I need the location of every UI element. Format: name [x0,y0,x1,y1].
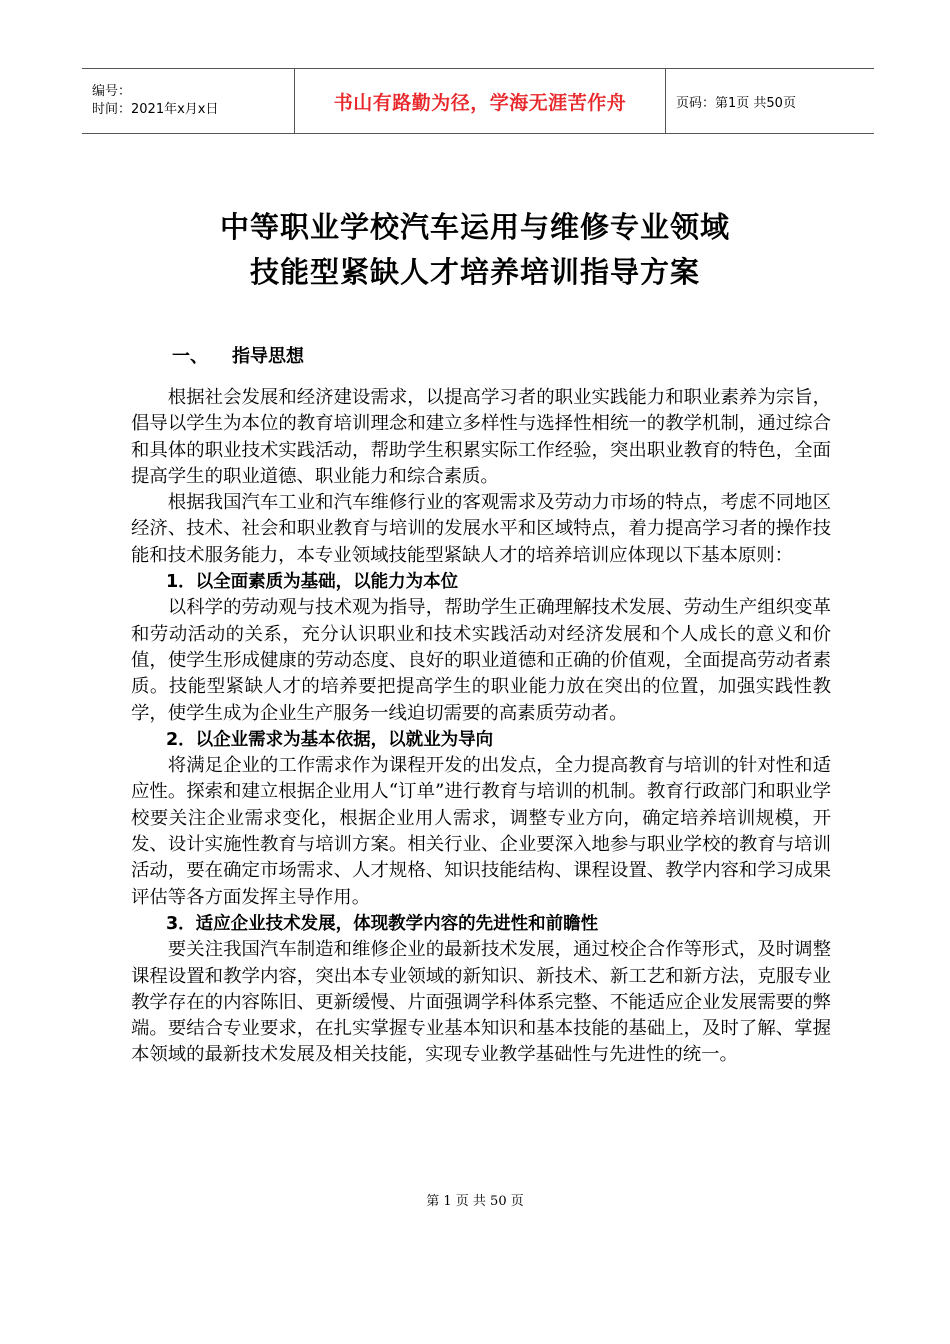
subheading: 3．适应企业技术发展，体现教学内容的先进性和前瞻性 [166,913,599,934]
document-title-line1: 中等职业学校汽车运用与维修专业领域 [219,210,730,244]
page-info: 页码：第1页 共50页 [676,95,796,111]
header-motto-cell [294,69,666,133]
time-label: 时间：2021年x月x日 [92,102,219,117]
section-number: 一、 [172,346,208,367]
subheading: 2．以企业需求为基本依据，以就业为导向 [166,729,494,750]
section-title: 指导思想 [232,346,304,367]
paragraph: 将满足企业的工作需求作为课程开发的出发点，全力提高教育与培训的针对性和适应性。探索和建立根据企业用人“订单”进行教育与培训的机制。教育行政部门和职业学校要关注企业需求变化，根据企业用人需求，调整专业方向，确定培养培训规模，开发、设计实施性教育与培训方案。相关行业、企业要深入地参与职业学校的教育与培训活动，要在确定市场需求、人才规格、知识技能结构、课程设置、教学内容和学习成果评估等各方面发挥主导作用。 [131,755,831,908]
paragraph: 根据我国汽车工业和汽车维修行业的客观需求及劳动力市场的特点，考虑不同地区经济、技术、社会和职业教育与培训的发展水平和区域特点，着力提高学习者的操作技能和技术服务能力，本专业领域技能型紧缺人才的培养培训应体现以下基本原则： [131,492,831,566]
paragraph: 根据社会发展和经济建设需求，以提高学习者的职业实践能力和职业素养为宗旨，倡导以学生为本位的教育培训理念和建立多样性与选择性相统一的教学机制，通过综合和具体的职业技术实践活动，帮助学生积累实际工作经验，突出职业教育的特色，全面提高学生的职业道德、职业能力和综合素质。 [131,387,831,487]
header-meta [82,69,294,133]
number-label: 编号： [92,84,132,99]
paragraph: 以科学的劳动观与技术观为指导，帮助学生正确理解技术发展、劳动生产组织变革和劳动活动的关系，充分认识职业和技术实践活动对经济发展和个人成长的意义和价值，使学生形成健康的劳动态度、良好的职业道德和正确的价值观，全面提高劳动者素质。技能型紧缺人才的培养要把提高学生的职业能力放在突出的位置，加强实践性教学，使学生成为企业生产服务一线迫切需要的高素质劳动者。 [131,597,831,724]
header-page-cell [666,69,874,133]
document-title-line2: 技能型紧缺人才培养培训指导方案 [249,255,700,289]
document-body [131,385,831,1069]
section-heading [172,342,304,368]
page-header [82,68,874,134]
paragraph: 要关注我国汽车制造和维修企业的最新技术发展，通过校企合作等形式，及时调整课程设置和教学内容，突出本专业领域的新知识、新技术、新工艺和新方法，克服专业教学存在的内容陈旧、更新缓慢、片面强调学科体系完整、不能适应企业发展需要的弊端。要结合专业要求，在扎实掌握专业基本知识和基本技能的基础上，及时了解、掌握本领域的最新技术发展及相关技能，实现专业教学基础性与先进性的统一。 [131,939,831,1066]
subheading: 1．以全面素质为基础，以能力为本位 [166,572,459,593]
page-footer: 第 1 页 共 50 页 [426,1194,524,1209]
motto: 书山有路勤为径，学海无涯苦作舟 [333,91,627,114]
